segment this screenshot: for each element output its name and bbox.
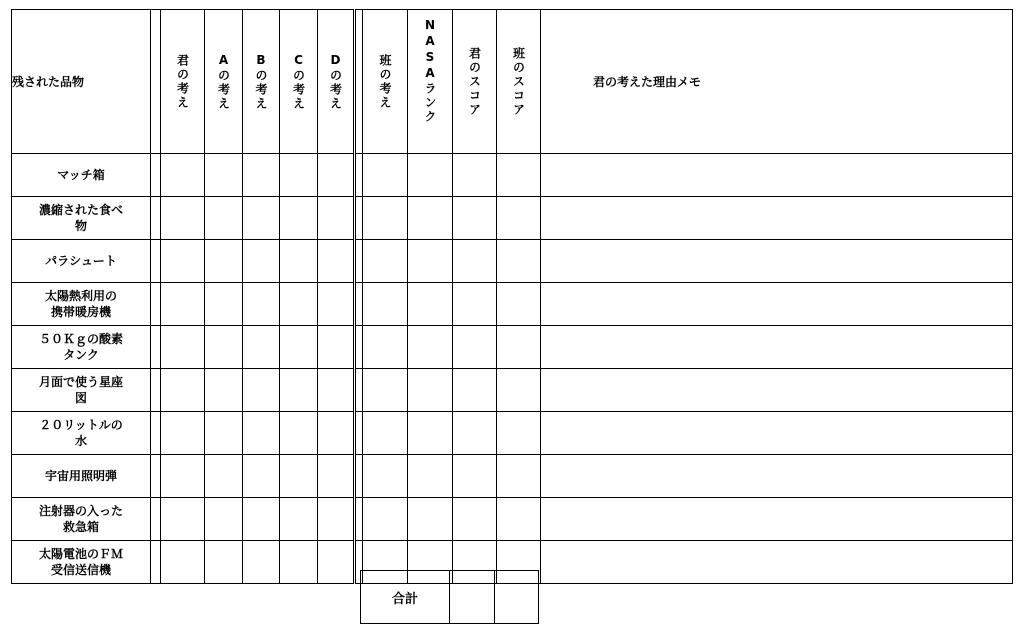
memo-cell[interactable] <box>541 326 1013 369</box>
a-rank-cell[interactable] <box>205 154 243 197</box>
item-name <box>12 455 151 498</box>
b-rank-cell[interactable] <box>243 326 280 369</box>
a-rank-cell[interactable] <box>205 326 243 369</box>
item-name <box>12 283 151 326</box>
d-rank-cell[interactable] <box>318 455 355 498</box>
divider-cell <box>355 240 363 283</box>
a-rank-cell[interactable] <box>205 197 243 240</box>
your-score-cell[interactable] <box>453 369 497 412</box>
group-rank-cell[interactable] <box>363 369 408 412</box>
total-group-score[interactable] <box>495 571 539 624</box>
table-row <box>12 412 1013 455</box>
table-row <box>12 455 1013 498</box>
group-rank-cell[interactable] <box>363 326 408 369</box>
a-rank-cell[interactable] <box>205 240 243 283</box>
spacer-cell <box>151 283 161 326</box>
item-name-line: 太陽熱利用の <box>44 289 117 303</box>
a-rank-cell[interactable] <box>205 498 243 541</box>
spacer-cell <box>151 498 161 541</box>
divider-cell <box>355 369 363 412</box>
item-name-line: 図 <box>74 391 87 405</box>
total-row <box>361 571 539 624</box>
header-nasa: NASAランク <box>408 10 453 154</box>
nasa-rank-cell[interactable] <box>408 154 453 197</box>
d-rank-cell[interactable] <box>318 154 355 197</box>
header-memo: 君の考えた理由メモ <box>541 10 1013 154</box>
item-name-line: ５０Ｋｇの酸素 <box>38 332 123 346</box>
group-rank-cell[interactable] <box>363 240 408 283</box>
d-rank-cell[interactable] <box>318 283 355 326</box>
your-score-cell[interactable] <box>453 326 497 369</box>
nasa-rank-cell[interactable] <box>408 326 453 369</box>
header-row <box>12 10 1013 154</box>
your-score-cell[interactable] <box>453 455 497 498</box>
item-name-line: 水 <box>74 434 87 448</box>
item-name-line: 月面で使う星座 <box>38 375 123 389</box>
item-name <box>12 240 151 283</box>
item-name-line: マッチ箱 <box>57 168 105 182</box>
you-rank-cell[interactable] <box>161 154 205 197</box>
d-rank-cell[interactable] <box>318 197 355 240</box>
item-name <box>12 541 151 584</box>
group-rank-cell[interactable] <box>363 498 408 541</box>
a-rank-cell[interactable] <box>205 412 243 455</box>
nasa-rank-cell[interactable] <box>408 412 453 455</box>
header-group: 班の考え <box>363 10 408 154</box>
group-rank-cell[interactable] <box>363 283 408 326</box>
total-table <box>360 570 539 624</box>
b-rank-cell[interactable] <box>243 369 280 412</box>
header-group-score: 班のスコア <box>497 10 541 154</box>
b-rank-cell[interactable] <box>243 412 280 455</box>
group-score-cell[interactable] <box>497 326 541 369</box>
memo-cell[interactable] <box>541 455 1013 498</box>
group-rank-cell[interactable] <box>363 412 408 455</box>
spacer-cell <box>151 154 161 197</box>
your-score-cell[interactable] <box>453 240 497 283</box>
b-rank-cell[interactable] <box>243 240 280 283</box>
memo-cell[interactable] <box>541 498 1013 541</box>
header-your-score: 君のスコア <box>453 10 497 154</box>
you-rank-cell[interactable] <box>161 369 205 412</box>
b-rank-cell[interactable] <box>243 283 280 326</box>
c-rank-cell[interactable] <box>280 240 318 283</box>
header-you: 君の考え <box>161 10 205 154</box>
item-name <box>12 197 151 240</box>
you-rank-cell[interactable] <box>161 412 205 455</box>
memo-cell[interactable] <box>541 369 1013 412</box>
spacer-cell <box>151 240 161 283</box>
item-name-line: 濃縮された食べ <box>38 203 123 217</box>
your-score-cell[interactable] <box>453 498 497 541</box>
table-row <box>12 283 1013 326</box>
spacer-cell <box>151 326 161 369</box>
spacer-cell <box>151 197 161 240</box>
c-rank-cell[interactable] <box>280 455 318 498</box>
your-score-cell[interactable] <box>453 412 497 455</box>
header-d: Dの考え <box>318 10 355 154</box>
b-rank-cell[interactable] <box>243 498 280 541</box>
c-rank-cell[interactable] <box>280 154 318 197</box>
d-rank-cell[interactable] <box>318 498 355 541</box>
spacer-cell <box>151 455 161 498</box>
table-row <box>12 154 1013 197</box>
nasa-rank-cell[interactable] <box>408 197 453 240</box>
a-rank-cell[interactable] <box>205 283 243 326</box>
you-rank-cell[interactable] <box>161 455 205 498</box>
b-rank-cell[interactable] <box>243 154 280 197</box>
memo-cell[interactable] <box>541 197 1013 240</box>
memo-cell[interactable] <box>541 412 1013 455</box>
group-score-cell[interactable] <box>497 197 541 240</box>
divider-cell <box>355 455 363 498</box>
your-score-cell[interactable] <box>453 154 497 197</box>
ranking-table <box>11 9 1013 584</box>
d-rank-cell[interactable] <box>318 412 355 455</box>
item-name-line: 携帯暖房機 <box>50 305 111 319</box>
you-rank-cell[interactable] <box>161 498 205 541</box>
c-rank-cell[interactable] <box>280 541 318 584</box>
table-row <box>12 197 1013 240</box>
item-name-line: 宇宙用照明弾 <box>44 469 117 483</box>
spacer-cell <box>151 412 161 455</box>
group-score-cell[interactable] <box>497 498 541 541</box>
item-name <box>12 369 151 412</box>
group-score-cell[interactable] <box>497 455 541 498</box>
a-rank-cell[interactable] <box>205 455 243 498</box>
item-name <box>12 326 151 369</box>
c-rank-cell[interactable] <box>280 197 318 240</box>
item-name <box>12 412 151 455</box>
b-rank-cell[interactable] <box>243 455 280 498</box>
spacer-cell <box>151 541 161 584</box>
item-name-line: 受信送信機 <box>50 563 111 577</box>
table-row <box>12 498 1013 541</box>
group-score-cell[interactable] <box>497 240 541 283</box>
group-score-cell[interactable] <box>497 369 541 412</box>
memo-cell[interactable] <box>541 541 1013 584</box>
header-a: Aの考え <box>205 10 243 154</box>
a-rank-cell[interactable] <box>205 369 243 412</box>
you-rank-cell[interactable] <box>161 283 205 326</box>
divider-cell <box>355 326 363 369</box>
you-rank-cell[interactable] <box>161 197 205 240</box>
table-row <box>12 240 1013 283</box>
you-rank-cell[interactable] <box>161 326 205 369</box>
total-your-score[interactable] <box>450 571 495 624</box>
divider-cell <box>355 154 363 197</box>
group-score-cell[interactable] <box>497 154 541 197</box>
your-score-cell[interactable] <box>453 283 497 326</box>
item-name-line: 救急箱 <box>62 520 99 534</box>
nasa-rank-cell[interactable] <box>408 283 453 326</box>
table-row <box>12 369 1013 412</box>
nasa-rank-cell[interactable] <box>408 240 453 283</box>
item-name-line: 注射器の入った <box>38 504 123 518</box>
divider-cell <box>355 498 363 541</box>
a-rank-cell[interactable] <box>205 541 243 584</box>
c-rank-cell[interactable] <box>280 369 318 412</box>
divider-cell <box>355 197 363 240</box>
memo-cell[interactable] <box>541 154 1013 197</box>
c-rank-cell[interactable] <box>280 283 318 326</box>
c-rank-cell[interactable] <box>280 498 318 541</box>
group-rank-cell[interactable] <box>363 455 408 498</box>
nasa-rank-cell[interactable] <box>408 498 453 541</box>
memo-cell[interactable] <box>541 283 1013 326</box>
item-name-line: タンク <box>63 348 99 362</box>
group-rank-cell[interactable] <box>363 154 408 197</box>
spacer-cell <box>151 369 161 412</box>
nasa-rank-cell[interactable] <box>408 455 453 498</box>
d-rank-cell[interactable] <box>318 326 355 369</box>
item-name-line: 太陽電池のＦＭ <box>38 547 123 561</box>
header-c: Cの考え <box>280 10 318 154</box>
d-rank-cell[interactable] <box>318 240 355 283</box>
header-spacer <box>151 10 161 154</box>
you-rank-cell[interactable] <box>161 240 205 283</box>
item-name-line: 物 <box>74 219 87 233</box>
memo-cell[interactable] <box>541 240 1013 283</box>
header-divider <box>355 10 363 154</box>
b-rank-cell[interactable] <box>243 197 280 240</box>
header-item: 残された品物 <box>12 10 151 154</box>
table-row <box>12 326 1013 369</box>
group-score-cell[interactable] <box>497 412 541 455</box>
header-b: Bの考え <box>243 10 280 154</box>
d-rank-cell[interactable] <box>318 541 355 584</box>
c-rank-cell[interactable] <box>280 412 318 455</box>
total-label: 合計 <box>361 571 450 624</box>
you-rank-cell[interactable] <box>161 541 205 584</box>
item-name <box>12 498 151 541</box>
group-score-cell[interactable] <box>497 283 541 326</box>
item-name <box>12 154 151 197</box>
item-name-line: パラシュート <box>45 254 117 268</box>
divider-cell <box>355 412 363 455</box>
nasa-rank-cell[interactable] <box>408 369 453 412</box>
item-name-line: ２０リットルの <box>39 418 123 432</box>
d-rank-cell[interactable] <box>318 369 355 412</box>
c-rank-cell[interactable] <box>280 326 318 369</box>
your-score-cell[interactable] <box>453 197 497 240</box>
divider-cell <box>355 283 363 326</box>
group-rank-cell[interactable] <box>363 197 408 240</box>
b-rank-cell[interactable] <box>243 541 280 584</box>
